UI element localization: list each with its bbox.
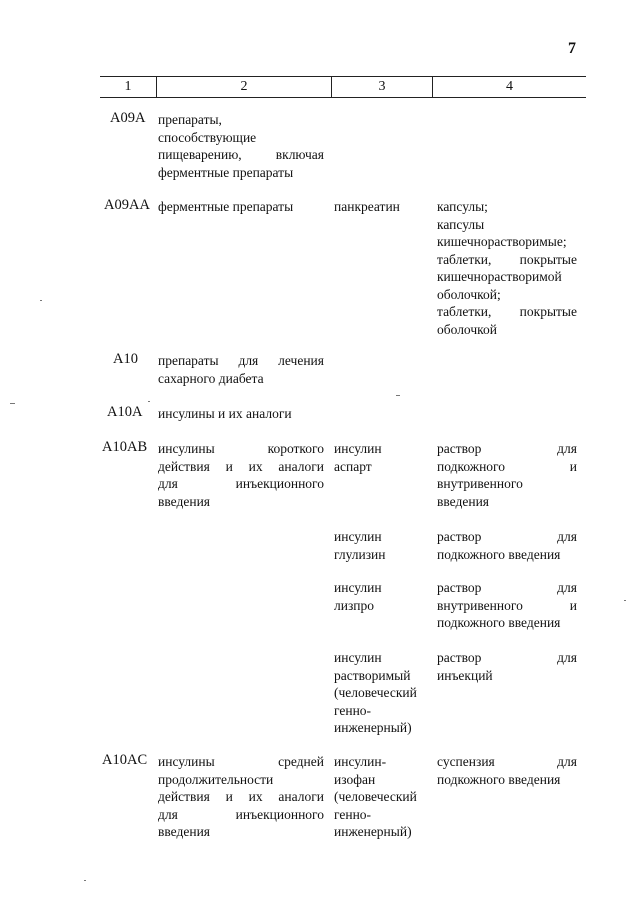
text-line: действия и их аналоги — [158, 789, 324, 804]
text-line: действия и их аналоги — [158, 458, 324, 474]
scan-speck — [624, 600, 626, 601]
text-line: таблетки, покрытые — [437, 304, 577, 319]
text-line: подкожного введения — [437, 546, 561, 562]
group-name: ферментные препараты — [158, 199, 294, 214]
text-line: генно- — [334, 806, 372, 822]
dosage-forms — [437, 528, 577, 563]
header-col-3: 3 — [378, 79, 386, 94]
group-name — [158, 111, 324, 181]
text-line: раствор для — [437, 529, 577, 544]
text-line: раствор для — [437, 650, 577, 665]
dosage-forms — [437, 649, 577, 684]
text-line: таблетки, покрытые — [437, 251, 577, 267]
text-line: генно- — [334, 702, 372, 718]
atc-code: A09AA — [104, 197, 150, 213]
text-line: раствор для — [437, 441, 577, 456]
text-line: подкожного введения — [437, 615, 561, 630]
text-line: препараты, — [158, 112, 222, 127]
text-line: инсулины средней — [158, 754, 324, 769]
dosage-forms — [437, 579, 577, 632]
header-col-1: 1 — [124, 79, 132, 94]
scan-speck — [84, 880, 86, 881]
substance-name: панкреатин — [334, 199, 400, 214]
text-line: инсулин — [334, 580, 382, 595]
group-name: инсулины и их аналоги — [158, 406, 292, 421]
page-number: 7 — [568, 40, 576, 57]
text-line: аспарт — [334, 458, 372, 474]
text-line: капсулы — [437, 216, 485, 232]
group-name — [158, 753, 324, 841]
table-header — [100, 76, 586, 98]
scan-speck — [40, 300, 42, 301]
text-line: для инъекционного — [158, 476, 324, 491]
dosage-forms — [437, 198, 577, 338]
scan-speck — [10, 403, 15, 404]
text-line: для инъекционного — [158, 806, 324, 822]
text-line: препараты для лечения — [158, 353, 324, 368]
text-line: ферментные препараты — [158, 164, 294, 180]
text-line: (человеческий — [334, 789, 417, 804]
dosage-forms — [437, 753, 577, 788]
substance-name — [334, 528, 430, 563]
text-line: инсулин — [334, 529, 382, 544]
text-line: суспензия для — [437, 754, 577, 769]
text-line: изофан — [334, 771, 376, 787]
text-line: оболочкой; — [437, 286, 501, 302]
header-col-4: 4 — [506, 79, 513, 94]
text-line: инсулины короткого — [158, 441, 324, 456]
text-line: введения — [158, 493, 211, 509]
text-line: инсулин- — [334, 754, 387, 769]
text-line: пищеварению, включая — [158, 147, 324, 162]
atc-code: A10A — [107, 404, 143, 420]
substance-name — [334, 440, 430, 475]
scan-speck — [396, 395, 400, 396]
dosage-forms — [437, 440, 577, 510]
atc-code: A09A — [110, 110, 146, 126]
atc-code: A10 — [113, 351, 138, 367]
atc-code: A10AC — [102, 752, 148, 768]
substance-name — [334, 649, 430, 737]
atc-code: A10AB — [102, 439, 148, 455]
group-name — [158, 440, 324, 510]
text-line: внутривенного — [437, 476, 523, 491]
group-name — [158, 352, 324, 387]
substance-name — [334, 753, 430, 841]
substance-name — [334, 579, 430, 614]
header-col-2: 2 — [240, 79, 248, 94]
text-line: введения — [437, 493, 490, 509]
text-line: инъекций — [437, 667, 493, 683]
text-line: (человеческий — [334, 685, 417, 700]
text-line: подкожного и — [437, 458, 577, 474]
text-line: продолжительности — [158, 771, 274, 787]
scan-speck — [148, 401, 150, 402]
text-line: оболочкой — [437, 321, 497, 337]
text-line: инсулин — [334, 441, 382, 456]
text-line: подкожного введения — [437, 771, 561, 787]
text-line: инсулин — [334, 650, 382, 665]
text-line: кишечнорастворимой — [437, 269, 562, 284]
text-line: растворимый — [334, 667, 411, 683]
text-line: сахарного диабета — [158, 370, 264, 386]
text-line: инженерный) — [334, 824, 412, 839]
text-line: внутривенного и — [437, 597, 577, 613]
text-line: глулизин — [334, 546, 386, 562]
text-line: способствующие — [158, 129, 257, 145]
text-line: введения — [158, 824, 211, 839]
text-line: лизпро — [334, 597, 375, 613]
text-line: инженерный) — [334, 720, 412, 735]
text-line: раствор для — [437, 580, 577, 595]
text-line: капсулы; — [437, 199, 488, 214]
text-line: кишечнорастворимые; — [437, 234, 567, 249]
